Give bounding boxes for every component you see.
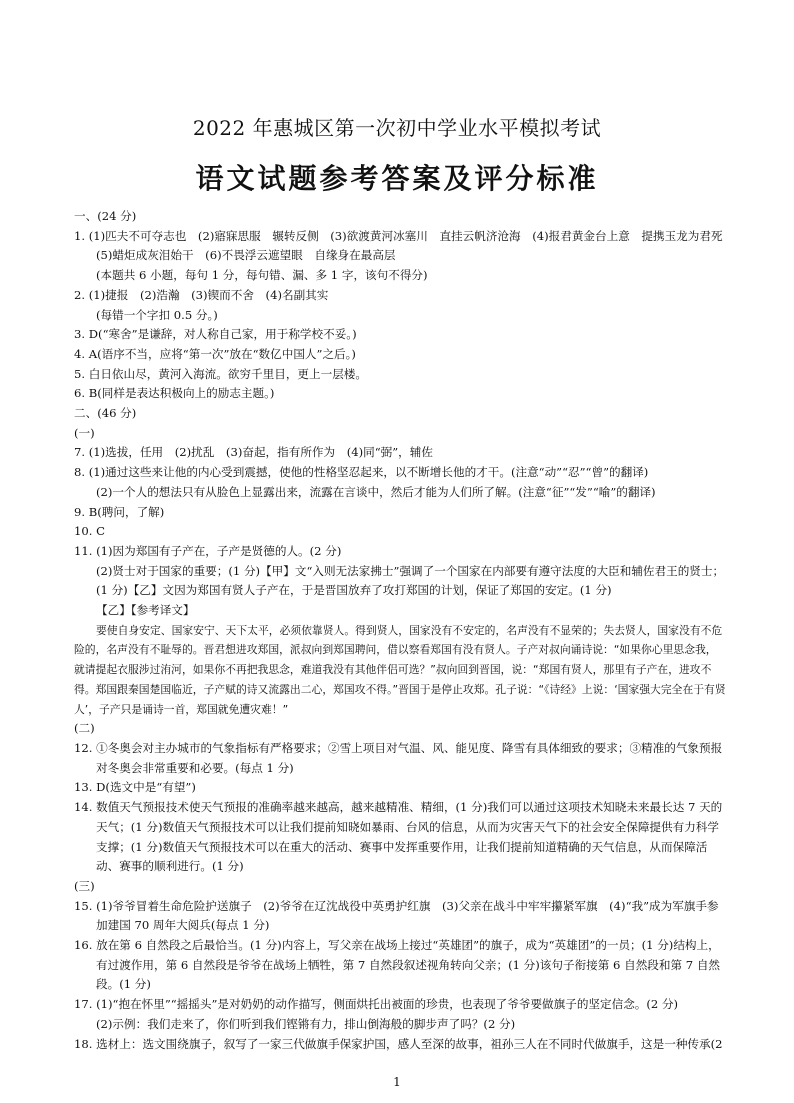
text-line-4: (每错一个字扣 0.5 分。) <box>96 307 218 322</box>
text-line-8: 6. B(同样是表达积极向上的励志主题。) <box>74 386 275 401</box>
answer-key-title: 语文试题参考答案及评分标准 <box>195 162 599 195</box>
text-line-29: 18. 选材上：选文围绕旗子，叙写了一家三代做旗手保家护国，感人至深的故事，祖孙三人在不同时代做旗手，这是一种传承(2 <box>74 1036 723 1051</box>
text-line-27: 17. (1)“抱在怀里”“摇摇头”是对奶奶的动作描写，侧面烘托出被面的珍贵，也表现了爷爷要做旗子的坚定信念。(2 分) <box>74 997 679 1012</box>
text-line-1: 1. (1)匹夫不可夺志也 (2)寤寐思服 辗转反侧 (3)欲渡黄河冰塞川 直挂云帆济沧海 (4)报君黄金台上意 提携玉龙为君死 (5)蜡炬成灰泪始干 (6)不畏浮云遮望眼 自缘身在最高层 <box>74 228 735 263</box>
text-line-18: 【乙】【参考译文】 <box>96 603 195 618</box>
text-line-13: (2)一个人的想法只有从脸色上显露出来，流露在言谈中，然后才能为人们所了解。(注意“征”“发”“喻”的翻译) <box>96 484 656 499</box>
text-line-28: (2)示例：我们走来了，你们听到我们铿锵有力，排山倒海般的脚步声了吗？(2 分) <box>96 1016 516 1031</box>
text-line-0: 一、(24 分) <box>74 209 137 223</box>
text-line-17: (2)贤士对于国家的重要；(1 分)【甲】文“入则无法家拂士”强调了一个国家在内部要有遵守法度的大臣和辅佐君王的贤士；(1 分)【乙】文因为郑国有贤人子产在，于是晋国放弃了攻打郑国的计划，保证了郑国的安定。(1 分) <box>96 563 725 598</box>
text-line-26: 16. 放在第 6 自然段之后最恰当。(1 分)内容上，写父亲在战场上接过“英雄团”的旗子，成为“英雄团”的一员；(1 分)结构上，有过渡作用，第 6 自然段是爷爷在战场上牺牲，第 7 自然段叙述视角转向父亲；(1 分)该句子衔接第 6 自然段和第 7 自然段。(1 分) <box>74 938 721 992</box>
exam-title: 2022 年惠城区第一次初中学业水平模拟考试 <box>192 116 602 140</box>
text-line-22: 13. D(选文中是“有望”) <box>74 780 196 795</box>
answer-content <box>74 207 735 1054</box>
text-line-7: 5. 白日依山尽，黄河入海流。欲穷千里目，更上一层楼。 <box>74 366 367 381</box>
text-line-9: 二、(46 分) <box>74 406 137 421</box>
text-line-23: 14. 数值天气预报技术使天气预报的准确率越来越高，越来越精准、精细，(1 分)我们可以通过这项技术知晓未来最长达 7 天的天气；(1 分)数值天气预报技术可以让我们提前知晓如暴雨、台风的信息，从而为灾害天气下的社会安全保障提供有力科学支撑；(1 分)数值天气预报技术可以在重大的活动、赛事中发挥重要作用，让我们提前知道精确的天气信息，从而保障活动、赛事的顺利进行。(1 分) <box>74 800 723 874</box>
text-line-2: (本题共 6 小题，每句 1 分，每句错、漏、多 1 字，该句不得分) <box>96 268 428 283</box>
text-line-24: (三) <box>74 878 95 893</box>
text-line-21: 12. ①冬奥会对主办城市的气象指标有严格要求；②雪上项目对气温、风、能见度、降雪有具体细致的要求；③精准的气象预报对冬奥会非常重要和必要。(每点 1 分) <box>74 740 723 775</box>
translation-paragraph: 要使自身安定、国家安宁、天下太平，必须依靠贤人。得到贤人，国家没有不安定的，名声没有不显荣的；失去贤人，国家没有不危险的，名声没有不耻辱的。晋君想进攻郑国，派叔向到郑国聘问，借以察看郑国有没有贤人。子产对叔向诵诗说：“如果你心里思念我，就请提起衣服涉过洧河，如果你不再把我思念，难道我没有其他伴侣可选？”叔向回到晋国，说：“郑国有贤人，那里有子产在，进攻不得。郑国跟秦国楚国临近，子产赋的诗又流露出二心，郑国攻不得。”晋国于是停止攻郑。孔子说：“《诗经》上说：‘国家强大完全在于有贤人’，子产只是诵诗一首，郑国就免遭灾难！” <box>74 623 726 716</box>
text-line-11: 7. (1)选拔，任用 (2)扰乱 (3)奋起，指有所作为 (4)同“弼”，辅佐 <box>74 445 433 460</box>
text-line-5: 3. D(“寒舍”是谦辞，对人称自己家，用于称学校不妥。) <box>74 327 357 342</box>
page-number: 1 <box>393 1075 401 1089</box>
text-line-14: 9. B(聘问，了解) <box>74 504 165 519</box>
text-line-20: (二) <box>74 721 95 736</box>
text-line-25: 15. (1)爷爷冒着生命危险护送旗子 (2)爷爷在辽沈战役中英勇护红旗 (3)父亲在战斗中牢牢攥紧军旗 (4)“我”成为军旗手参加建国 70 周年大阅兵(每点 1 分) <box>74 898 719 933</box>
text-line-12: 8. (1)通过这些来让他的内心受到震撼，使他的性格坚忍起来，以不断增长他的才干。(注意“动”“忍”“曾”的翻译) <box>74 465 649 480</box>
text-line-10: (一) <box>74 425 95 440</box>
text-line-15: 10. C <box>74 524 105 539</box>
text-line-16: 11. (1)因为郑国有子产在，子产是贤德的人。(2 分) <box>74 543 342 558</box>
text-line-6: 4. A(语序不当，应将“第一次”放在“数亿中国人”之后。) <box>74 346 356 361</box>
text-line-3: 2. (1)捷报 (2)浩瀚 (3)锲而不舍 (4)名副其实 <box>74 287 329 302</box>
